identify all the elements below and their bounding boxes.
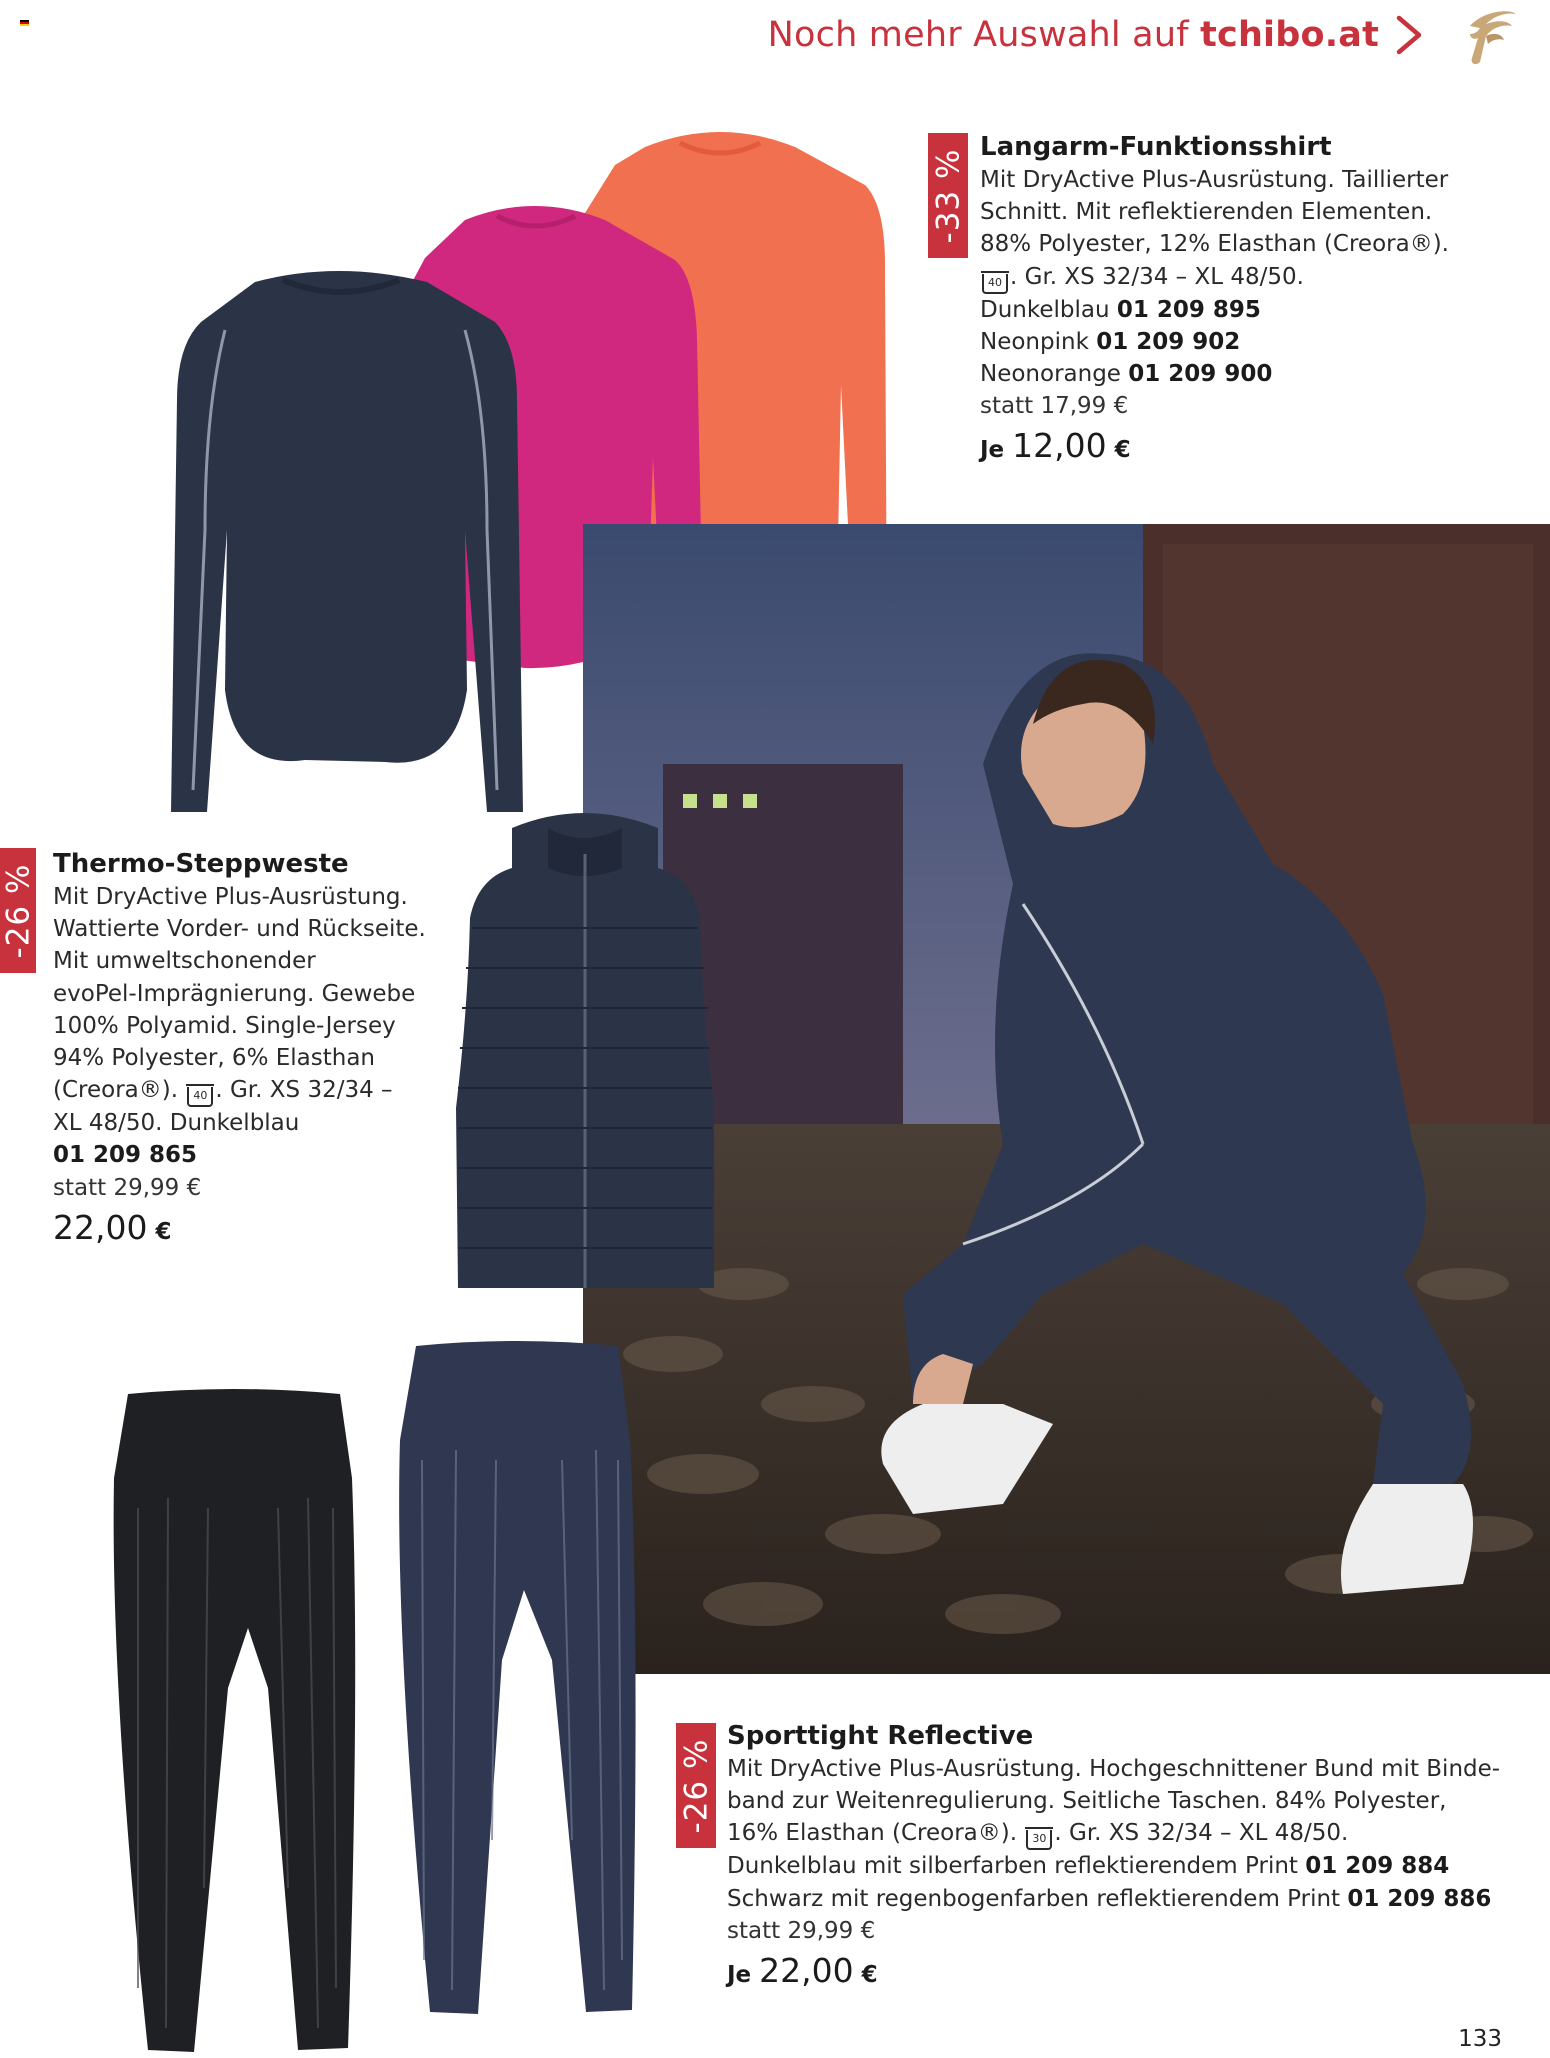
tights-variant [727,1850,1500,1882]
tights-title: Sporttight Reflective [727,1721,1034,1751]
vest-size-line [53,1074,426,1107]
vest-desc-line: evoPel-Imprägnierung. Gewebe [53,980,416,1007]
wash-icon: 40 [187,1087,213,1107]
shirt-size-line [980,261,1449,294]
variant-article: 01 209 902 [1096,328,1241,355]
tights-elasthan: 16% Elasthan (Creora®). [727,1820,1018,1847]
lifestyle-photo [583,524,1550,1674]
price-prefix: Je [727,1962,752,1989]
variant-article: 01 209 884 [1305,1853,1450,1880]
price-value: 22,00 [759,1951,854,1991]
shirt-price [980,426,1449,466]
page-number: 133 [1458,2026,1502,2052]
vest-image [452,808,717,1303]
shirt-discount-badge [928,133,968,258]
vest-desc-line: Mit umweltschonender [53,948,316,975]
variant-article: 01 209 886 [1347,1885,1492,1912]
price-currency: € [861,1962,878,1989]
price-value: 22,00 [53,1207,148,1247]
variant-color: Schwarz mit regenbogenfarben reflektierendem Print [727,1885,1341,1912]
vest-sizes: . Gr. XS 32/34 – [215,1077,393,1104]
vest-article: 01 209 865 [53,1142,198,1169]
variant-color: Dunkelblau [980,296,1110,323]
shirt-dunkelblau-image [165,270,530,815]
variant-article: 01 209 900 [1128,361,1273,388]
tights-discount-text: -26 % [678,1738,715,1833]
link-domain: tchibo.at [1200,15,1379,55]
vest-old-price: statt 29,99 € [53,1174,202,1201]
country-flag-icon [20,20,29,26]
variant-color: Neonorange [980,361,1121,388]
tights-desc-line: Mit DryActive Plus-Ausrüstung. Hochgeschnittener Bund mit Binde- [727,1756,1501,1782]
price-currency: € [155,1218,172,1245]
tights-variant [727,1883,1500,1915]
wash-icon: 40 [982,274,1008,294]
shirt-info [980,130,1449,467]
tights-size-line [727,1817,1500,1850]
variant-article: 01 209 895 [1116,296,1261,323]
link-prefix: Noch mehr Auswahl auf [767,15,1201,55]
tights-info [727,1719,1500,1991]
wash-icon: 30 [1026,1830,1052,1850]
shirt-variant [980,326,1449,358]
price-prefix: Je [980,437,1005,464]
price-currency: € [1114,437,1131,464]
flag-stripe-gold [20,24,29,26]
tights-discount-badge [676,1723,716,1848]
shirt-desc-line: Mit DryActive Plus-Ausrüstung. Taillierter [980,167,1449,193]
vest-desc-line: 100% Polyamid. Single-Jersey [53,1012,396,1039]
vest-info [53,847,426,1248]
shirt-old-price: statt 17,99 € [980,393,1129,420]
tchibo-bean-logo [1456,4,1522,70]
shirt-sizes: . Gr. XS 32/34 – XL 48/50. [1010,263,1304,290]
tights-price [727,1951,1500,1991]
vest-sizes-color: XL 48/50. Dunkelblau [53,1110,300,1137]
vest-desc-line: Mit DryActive Plus-Ausrüstung. [53,884,408,910]
vest-desc-line: 94% Polyester, 6% Elasthan [53,1045,375,1072]
shirt-title: Langarm-Funktionsshirt [980,132,1332,162]
shirt-desc-line: 88% Polyester, 12% Elasthan (Creora®). [980,231,1449,258]
vest-title: Thermo-Steppweste [53,849,349,879]
tchibo-link-text[interactable] [768,15,1379,55]
vest-creora: (Creora®). [53,1077,179,1104]
tchibo-link[interactable] [768,14,1425,56]
tights-dunkelblau-image [392,1340,642,2020]
vest-discount-badge [0,848,36,973]
tights-old-price: statt 29,99 € [727,1917,876,1944]
tights-sizes: . Gr. XS 32/34 – XL 48/50. [1054,1820,1349,1847]
shirt-variant [980,294,1449,326]
shirt-discount-text: -33 % [930,148,967,243]
vest-desc-line: Wattierte Vorder- und Rückseite. [53,916,426,943]
vest-discount-text: -26 % [0,863,37,958]
shirt-variant [980,358,1449,390]
price-value: 12,00 [1012,426,1107,466]
variant-color: Dunkelblau mit silberfarben reflektierendem Print [727,1853,1298,1880]
variant-color: Neonpink [980,328,1089,355]
shirt-desc-line: Schnitt. Mit reflektierenden Elementen. [980,199,1433,226]
tights-desc-line: band zur Weitenregulierung. Seitliche Taschen. 84% Polyester, [727,1788,1447,1815]
vest-price [53,1207,426,1248]
tights-schwarz-image [108,1388,360,2058]
chevron-right-icon[interactable] [1393,14,1425,56]
